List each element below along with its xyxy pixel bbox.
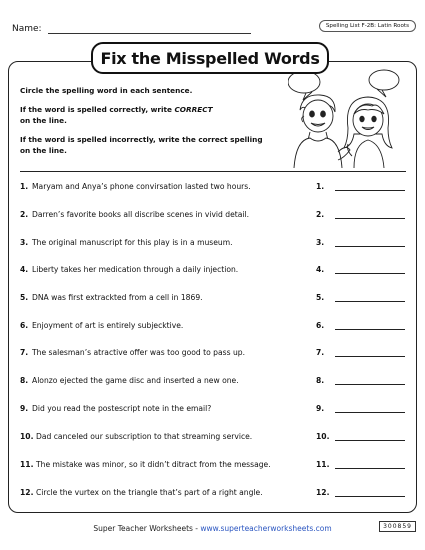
answer-line[interactable] [335,468,405,469]
answer-number: 4. [316,265,325,274]
question-number: 1. [20,182,29,191]
worksheet-title: Fix the Misspelled Words [91,42,329,74]
kids-illustration [288,68,400,168]
name-label: Name: [12,24,42,34]
question-text[interactable]: The mistake was minor, so it didn’t ditract from the message. [36,460,271,469]
answer-line[interactable] [335,412,405,413]
question-number: 4. [20,265,29,274]
answer-line[interactable] [335,356,405,357]
answer-number: 8. [316,376,325,385]
question-row [20,180,413,194]
question-text[interactable]: The salesman’s atractive offer was too good to pass up. [32,348,246,357]
answer-line[interactable] [335,329,405,330]
footer-url[interactable]: www.superteacherworksheets.com [200,524,332,533]
question-text[interactable]: Enjoyment of art is entirely subjecktive. [32,321,184,330]
correct-word: CORRECT [174,105,213,114]
speech-bubble-right [369,70,399,90]
section-divider [20,171,406,172]
answer-number: 3. [316,238,325,247]
question-row [20,236,413,250]
question-text[interactable]: Did you read the postescript note in the email? [32,404,212,413]
question-row [20,458,413,472]
question-text[interactable]: Alonzo ejected the game disc and inserted a new one. [32,376,239,385]
question-row [20,319,413,333]
question-row [20,402,413,416]
question-number: 9. [20,404,29,413]
answer-line[interactable] [335,218,405,219]
name-line[interactable] [48,33,251,34]
instruction-2: If the word is spelled correctly, write CORRECT on the line. [20,105,213,125]
answer-number: 12. [316,488,330,497]
girl-figure [344,97,392,168]
question-text[interactable]: Darren’s favorite books all discribe scenes in vivid detail. [32,210,250,219]
question-row [20,430,413,444]
answer-number: 1. [316,182,325,191]
answer-number: 6. [316,321,325,330]
answer-number: 7. [316,348,325,357]
instruction-3: If the word is spelled incorrectly, write the correct spelling on the line. [20,135,263,155]
answer-line[interactable] [335,384,405,385]
question-row [20,374,413,388]
instruction-1: Circle the spelling word in each sentence. [20,86,193,95]
question-text[interactable]: The original manuscript for this play is in a museum. [32,238,233,247]
answer-number: 11. [316,460,330,469]
answer-number: 5. [316,293,325,302]
question-number: 12. [20,488,34,497]
answer-line[interactable] [335,440,405,441]
answer-number: 10. [316,432,330,441]
question-text[interactable]: Dad canceled our subscription to that streaming service. [36,432,253,441]
question-number: 5. [20,293,29,302]
answer-line[interactable] [335,273,405,274]
footer [0,524,425,533]
question-text[interactable]: DNA was first extrackted from a cell in 1869. [32,293,203,302]
spelling-list-tag: Spelling List F-2B: Latin Roots [319,20,416,32]
question-row [20,263,413,277]
question-number: 10. [20,432,34,441]
speech-bubble-left [288,71,320,93]
question-row [20,208,413,222]
footer-brand: Super Teacher Worksheets - [93,524,201,533]
question-row [20,346,413,360]
question-row [20,486,413,500]
question-number: 2. [20,210,29,219]
question-number: 6. [20,321,29,330]
question-text[interactable]: Circle the vurtex on the triangle that’s part of a right angle. [36,488,263,497]
answer-line[interactable] [335,246,405,247]
question-number: 3. [20,238,29,247]
question-row [20,291,413,305]
question-number: 7. [20,348,29,357]
answer-number: 9. [316,404,325,413]
question-number: 11. [20,460,34,469]
worksheet-code: 300859 [379,521,416,532]
answer-line[interactable] [335,301,405,302]
question-text[interactable]: Maryam and Anya’s phone convirsation lasted two hours. [32,182,251,191]
answer-number: 2. [316,210,325,219]
question-number: 8. [20,376,29,385]
instructions [20,85,275,164]
answer-line[interactable] [335,190,405,191]
boy-figure [294,95,350,168]
answer-line[interactable] [335,496,405,497]
question-text[interactable]: Liberty takes her medication through a daily injection. [32,265,239,274]
